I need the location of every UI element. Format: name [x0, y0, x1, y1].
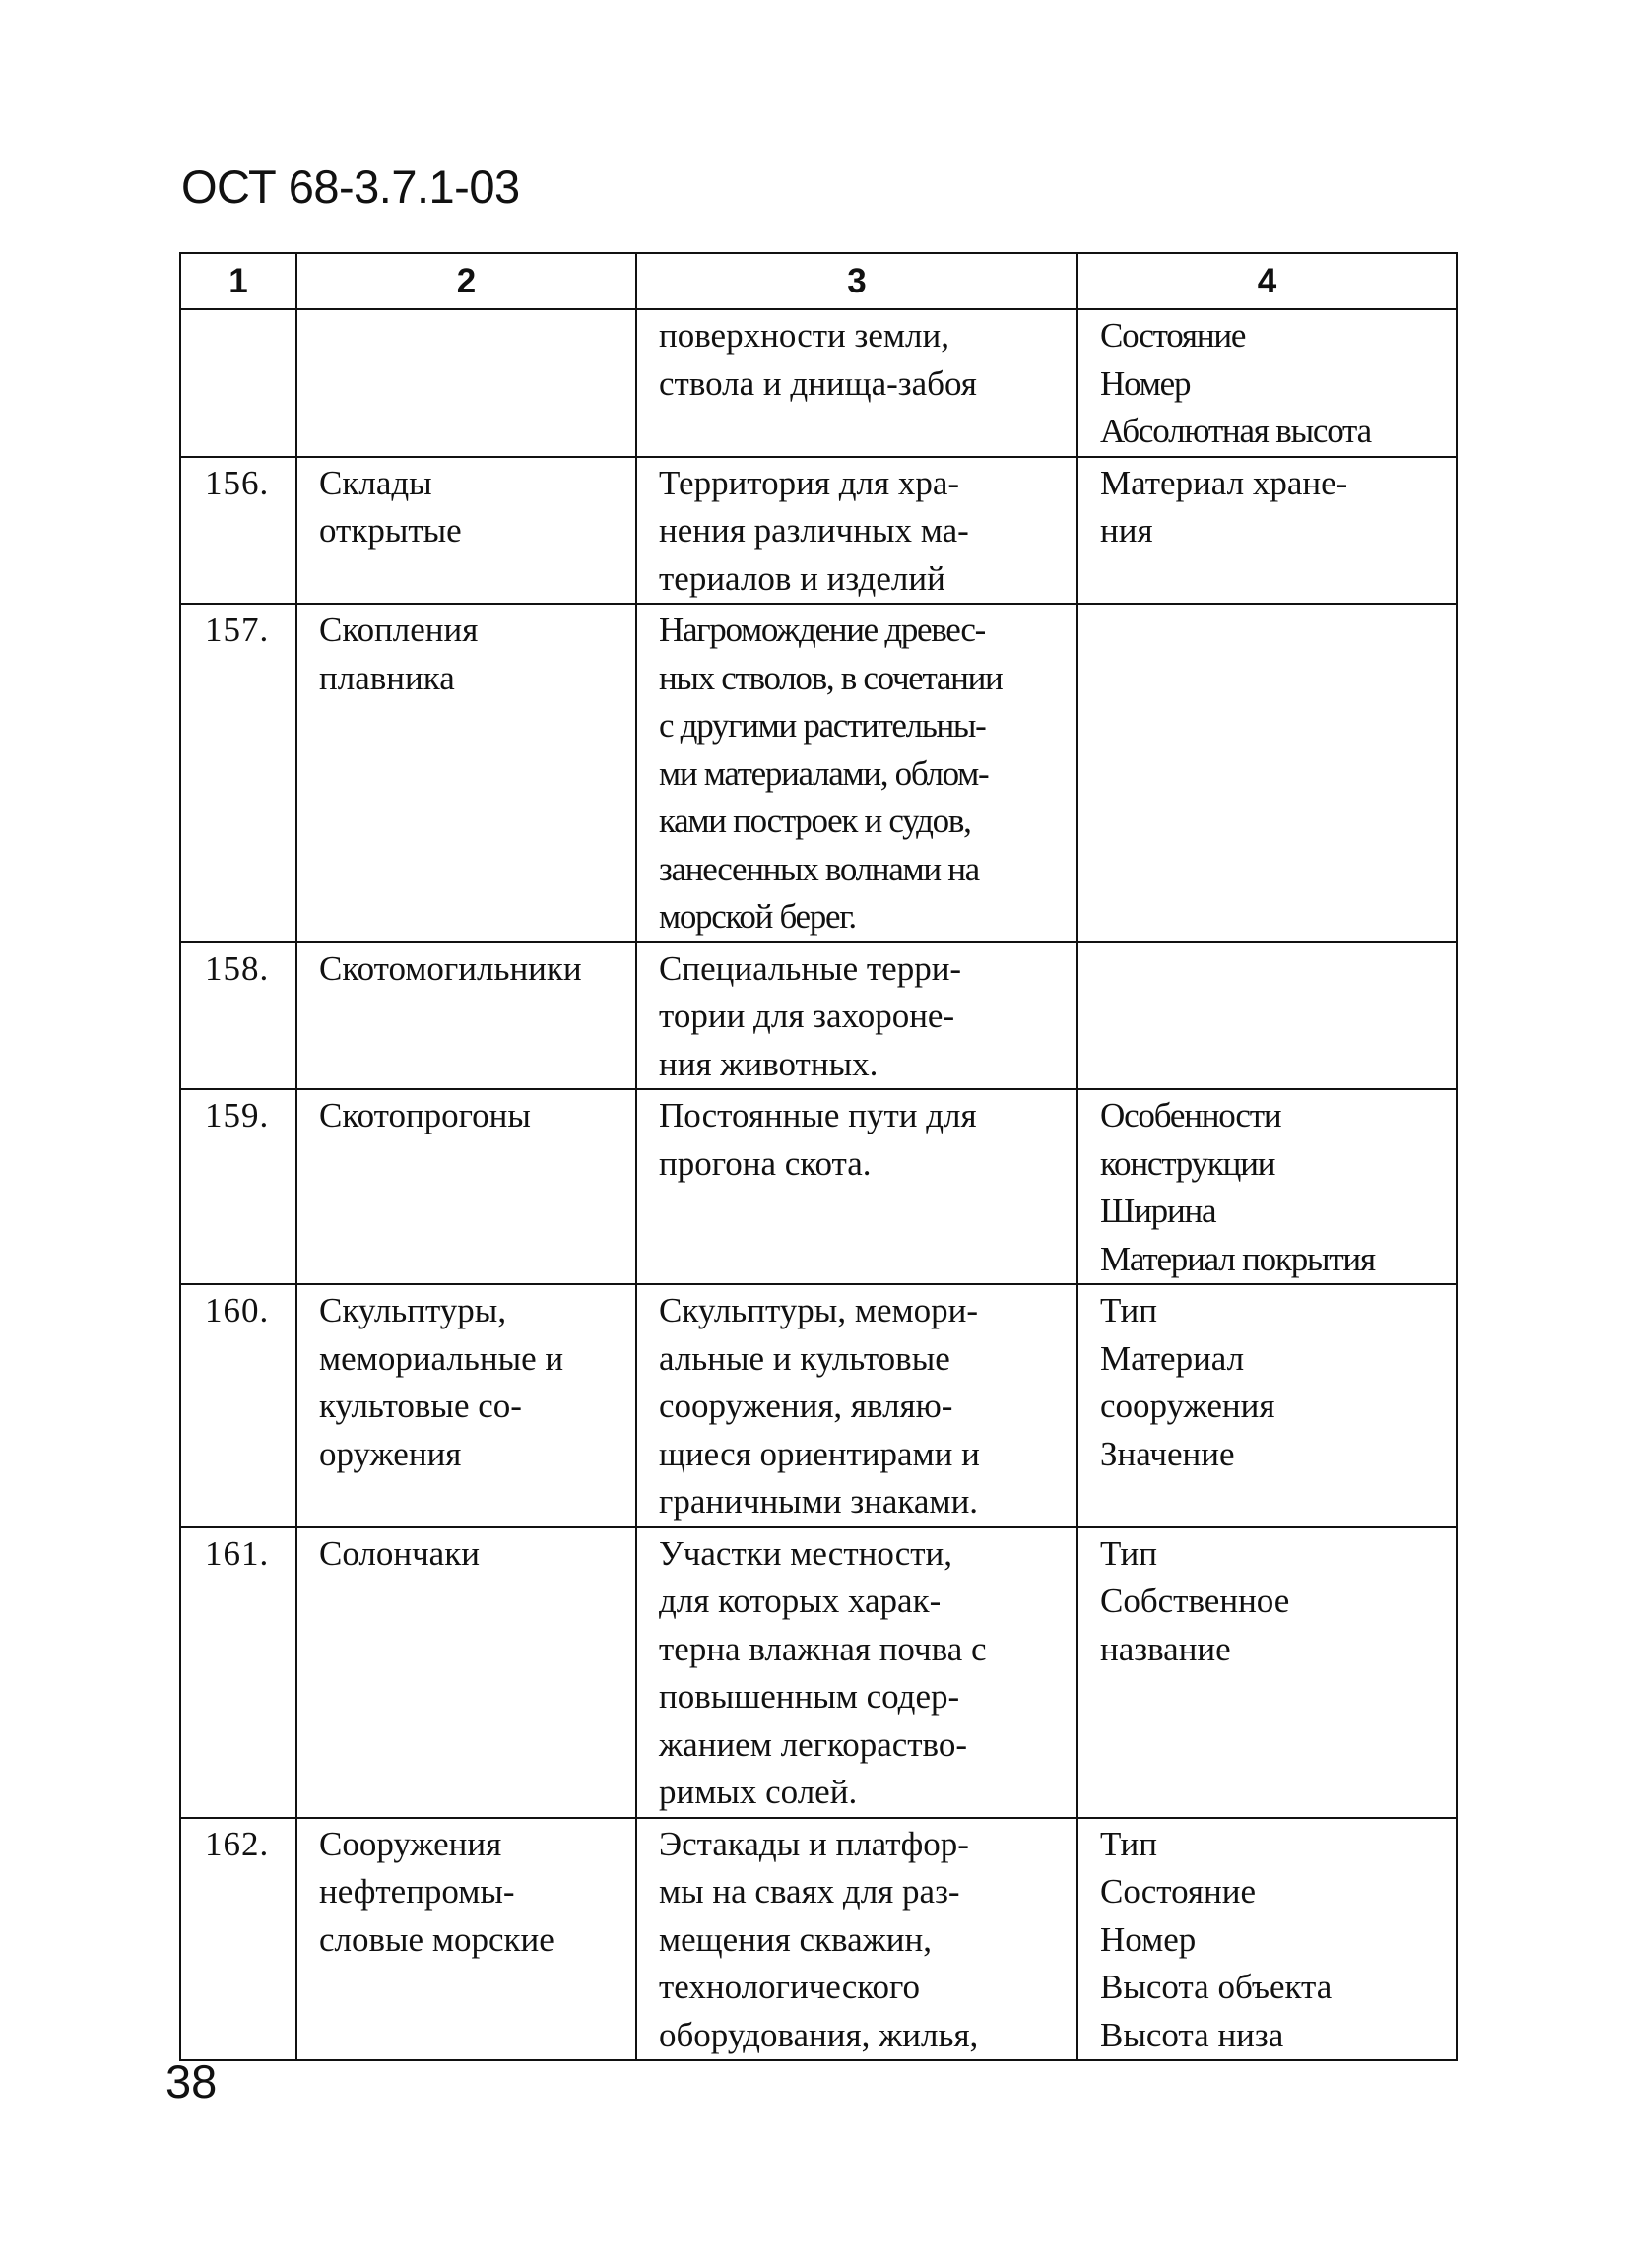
- object-description: Территория для хра- нения различных ма- териалов и изделий: [659, 463, 969, 598]
- attributes-cell: [1077, 1089, 1457, 1284]
- object-name-cell: [296, 1818, 636, 2061]
- object-name-cell: [296, 457, 636, 605]
- object-attributes: Особенности конструкции Ширина Материал покрытия: [1100, 1096, 1375, 1278]
- row-number-cell: [180, 1527, 296, 1818]
- attributes-cell: [1077, 1284, 1457, 1527]
- object-name: Скопления плавника: [319, 611, 479, 697]
- object-name: Склады открытые: [319, 463, 462, 550]
- object-attributes: [1078, 605, 1456, 607]
- row-number: [181, 310, 295, 312]
- description-cell: [636, 1527, 1077, 1818]
- row-number-cell: [180, 309, 296, 457]
- object-description: Скульптуры, мемори- альные и культовые сооружения, являю- щиеся ориентирами и граничными знаками.: [659, 1291, 980, 1521]
- object-name: Скульптуры, мемориальные и культовые со- оружения: [319, 1291, 564, 1473]
- object-attributes: Материал хране- ния: [1100, 463, 1348, 550]
- attributes-cell: [1077, 1818, 1457, 2061]
- row-number-cell: [180, 604, 296, 942]
- row-number: 160.: [205, 1291, 270, 1329]
- table-row: [180, 1818, 1457, 2061]
- object-name-cell: [296, 942, 636, 1090]
- column-header-2: 2: [296, 253, 636, 309]
- row-number: 162.: [205, 1824, 270, 1863]
- object-name: Сооружения нефтепромы- словые морские: [319, 1824, 554, 1959]
- object-name-cell: [296, 309, 636, 457]
- attributes-cell: [1077, 309, 1457, 457]
- object-name-cell: [296, 604, 636, 942]
- description-cell: [636, 604, 1077, 942]
- row-number: 161.: [205, 1533, 270, 1573]
- description-cell: [636, 1818, 1077, 2061]
- object-attributes: [1078, 943, 1456, 945]
- row-number: 157.: [205, 611, 270, 649]
- table-row: [180, 1089, 1457, 1284]
- row-number-cell: [180, 942, 296, 1090]
- document-code: ОСТ 68-3.7.1-03: [181, 161, 520, 213]
- page-number: 38: [165, 2055, 218, 2107]
- object-description: Нагромождение древес- ных стволов, в сочетании с другими растительны- ми материалами, облом- ками построек и судов, занесенных волнами на морской берег.: [659, 611, 1003, 936]
- row-number-cell: [180, 1284, 296, 1527]
- description-cell: [636, 457, 1077, 605]
- table-row: [180, 309, 1457, 457]
- column-header-4: 4: [1077, 253, 1457, 309]
- row-number-cell: [180, 1089, 296, 1284]
- row-number: 156.: [205, 463, 270, 502]
- object-description: Участки местности, для которых харак- терна влажная почва с повышенным содер- жанием легкораство- римых солей.: [659, 1533, 987, 1811]
- description-cell: [636, 1089, 1077, 1284]
- object-name: Солончаки: [319, 1533, 480, 1573]
- object-name: Скотопрогоны: [319, 1096, 531, 1134]
- table-row: [180, 604, 1457, 942]
- object-name-cell: [296, 1527, 636, 1818]
- attributes-cell: [1077, 457, 1457, 605]
- table-row: [180, 457, 1457, 605]
- description-cell: [636, 1284, 1077, 1527]
- table-row: [180, 1527, 1457, 1818]
- object-description: Эстакады и платфор- мы на сваях для раз- мещения скважин, технологического оборудования, жилья,: [659, 1824, 979, 2054]
- column-header-3: 3: [636, 253, 1077, 309]
- object-attributes: Состояние Номер Абсолютная высота: [1100, 316, 1371, 450]
- object-name: [297, 310, 635, 312]
- attributes-cell: [1077, 1527, 1457, 1818]
- attributes-cell: [1077, 604, 1457, 942]
- table-row: [180, 1284, 1457, 1527]
- row-number: 158.: [205, 948, 270, 988]
- object-attributes: Тип Материал сооружения Значение: [1100, 1291, 1275, 1473]
- objects-table: [179, 252, 1458, 2061]
- row-number: 159.: [205, 1096, 270, 1134]
- table-header-row: [180, 253, 1457, 309]
- description-cell: [636, 942, 1077, 1090]
- row-number-cell: [180, 1818, 296, 2061]
- row-number-cell: [180, 457, 296, 605]
- object-name-cell: [296, 1284, 636, 1527]
- column-header-1: 1: [180, 253, 296, 309]
- attributes-cell: [1077, 942, 1457, 1090]
- object-attributes: Тип Собственное название: [1100, 1533, 1290, 1668]
- object-description: Постоянные пути для прогона скота.: [659, 1096, 977, 1183]
- object-name: Скотомогильники: [319, 948, 582, 988]
- description-cell: [636, 309, 1077, 457]
- object-description: поверхности земли, ствола и днища-забоя: [659, 316, 977, 403]
- object-attributes: Тип Состояние Номер Высота объекта Высота низа: [1100, 1824, 1333, 2054]
- table-row: [180, 942, 1457, 1090]
- object-description: Специальные терри- тории для захороне- ния животных.: [659, 948, 962, 1083]
- object-name-cell: [296, 1089, 636, 1284]
